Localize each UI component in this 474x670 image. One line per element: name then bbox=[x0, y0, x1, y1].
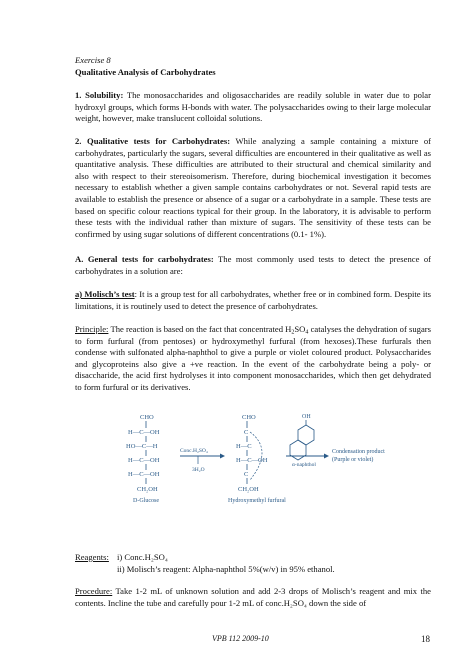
dehydration-arrow bbox=[180, 448, 225, 473]
molisch-paragraph bbox=[75, 289, 431, 312]
hmf-row3: H—C—OH bbox=[236, 457, 268, 464]
reagents-label: Reagents: bbox=[75, 552, 109, 562]
general-tests-text: The most commonly used tests to detect the presence of carbohydrates in a solution are: bbox=[75, 254, 432, 276]
procedure-paragraph bbox=[75, 586, 431, 609]
glucose-row4: H—C—OH bbox=[128, 471, 160, 478]
hmf-ch2oh: CH₂OH bbox=[238, 486, 259, 493]
h2so4-subscript-2: 2 bbox=[291, 329, 295, 336]
footer-course: VPB 112 2009-10 bbox=[212, 634, 269, 643]
principle-text-start: The reaction is based on the fact that concentrated H bbox=[108, 324, 292, 334]
procedure-text: Take 1-2 mL of unknown solution and add 2-3 drops of Molisch’s reagent and mix the contents. Incline the tube and carefully pour 1-2 mL of conc.H₂SO₄ down the side of bbox=[75, 586, 431, 608]
solubility-paragraph bbox=[75, 90, 431, 125]
glucose-ch2oh: CH₂OH bbox=[137, 486, 158, 493]
solubility-text: The monosaccharides and oligosaccharides are readily soluble in water due to polar hydroxyl groups, which forms H-bonds with water. The polysaccharides owing to their large molecular weight, however, make translucent colloidal solutions. bbox=[75, 90, 431, 124]
qualitative-tests-heading: 2. Qualitative tests for Carbohydrates: bbox=[75, 136, 231, 146]
glucose-structure bbox=[126, 414, 160, 504]
general-tests-heading: A. General tests for carbohydrates: bbox=[75, 254, 214, 264]
condensation-product bbox=[332, 449, 385, 463]
principle-label: Principle: bbox=[75, 324, 109, 334]
naphthol-oh: OH bbox=[302, 414, 311, 420]
qualitative-tests-paragraph bbox=[75, 136, 431, 240]
glucose-caption: D-Glucose bbox=[133, 498, 159, 504]
reaction-scheme-diagram bbox=[126, 410, 386, 522]
hmf-caption: Hydroxymethyl furfural bbox=[228, 498, 286, 504]
product-colour: (Purple or violet) bbox=[332, 457, 374, 463]
product-label: Condensation product bbox=[332, 449, 385, 455]
hmf-cho: CHO bbox=[242, 414, 256, 421]
molisch-text: : It is a group test for all carbohydrates, whether free or in combined form. Despite its limitations, it is routinely used to detect the presence of carbohydrates. bbox=[75, 289, 431, 311]
hmf-structure bbox=[228, 414, 286, 504]
reagent-item-1: i) Conc.H₂SO₄ bbox=[117, 552, 168, 562]
h2so4-subscript-4: 4 bbox=[305, 329, 309, 336]
page-number: 18 bbox=[421, 634, 430, 644]
reagent-item-2: ii) Molisch’s reagent: Alpha-naphthol 5%(w/v) in 95% ethanol. bbox=[117, 564, 335, 574]
glucose-cho: CHO bbox=[140, 414, 154, 421]
exercise-label: Exercise 8 bbox=[75, 55, 111, 65]
reagents-label-block bbox=[75, 552, 115, 564]
hmf-row4: C bbox=[244, 471, 249, 478]
qualitative-tests-text: While analyzing a sample containing a mixture of carbohydrates, particularly the sugars, several difficulties are encountered in their qualitative as well as quantitative analysis. These difficulties are attributed to their structural and chemical similarity and also with respect to their stereoisomerism. Therefore, during biochemical investigation it becomes necessary to establish whether a given sample contains carbohydrates or not. Several rapid tests are available to establish the presence or absence of a sugar or a carbohydrate in a sample. These tests are based on specific colour reactions typical for their group. In the laboratory, it is advisable to perform these tests with the individual rather than mixture of sugars. The sensitivity of these tests can be confirmed by using sugar solutions of different concentrations (0.1- 1%). bbox=[75, 136, 431, 239]
reagent-label: Conc.H₂SO₄ bbox=[180, 448, 208, 454]
glucose-row2: HO—C—H bbox=[126, 443, 158, 450]
naphthol-label: α-naphthol bbox=[292, 462, 316, 468]
h2so4-so: SO bbox=[294, 324, 306, 334]
page-title: Qualitative Analysis of Carbohydrates bbox=[75, 67, 216, 77]
principle-text-end: catalyses the dehydration of sugars to form furfural (from pentoses) or hydroxymethyl furfural (from hexoses).These furfurals then condense with sulfonated alpha-naphthol to give a purple or violet coloured product. Polysaccharides and glycoproteins also give a +ve reaction. In the event of the carbohydrate being a poly- or disaccharide, the acid first hydrolyses it into component monosaccharides, which then get dehydrated to form furfural or its derivatives. bbox=[75, 324, 431, 392]
general-tests-paragraph bbox=[75, 254, 431, 277]
glucose-row3: H—C—OH bbox=[128, 457, 160, 464]
hmf-row1: C bbox=[244, 429, 249, 436]
molisch-reaction-figure bbox=[126, 410, 386, 522]
hmf-row2: H—C bbox=[236, 443, 252, 450]
principle-paragraph bbox=[75, 324, 431, 394]
water-label: 3H₂O bbox=[192, 467, 205, 473]
procedure-label: Procedure: bbox=[75, 586, 113, 596]
glucose-row1: H—C—OH bbox=[128, 429, 160, 436]
naphthol-structure bbox=[286, 414, 329, 468]
molisch-heading: a) Molisch’s test bbox=[75, 289, 135, 299]
solubility-heading: 1. Solubility: bbox=[75, 90, 124, 100]
